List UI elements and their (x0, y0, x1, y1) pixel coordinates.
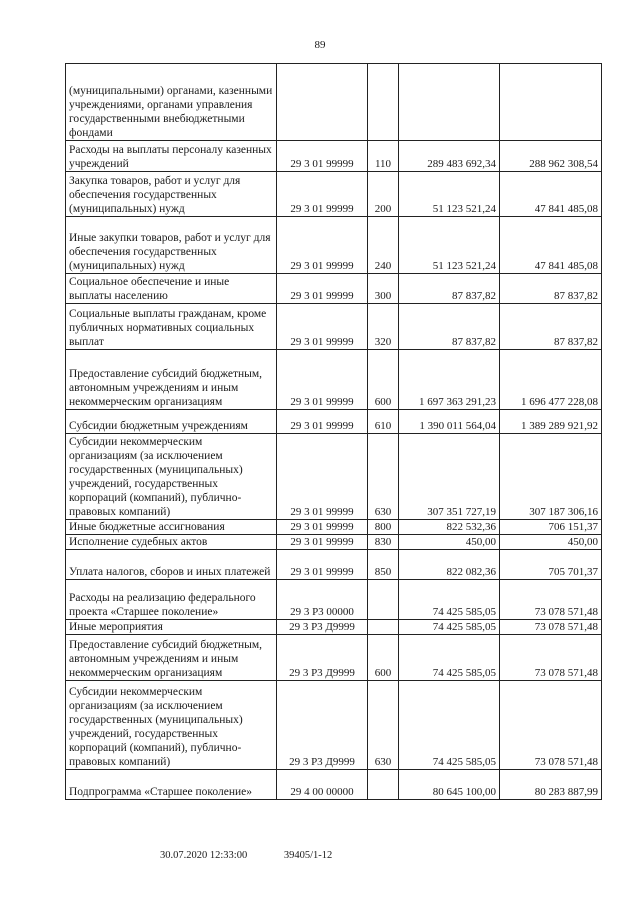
row-code: 29 4 00 00000 (277, 770, 368, 800)
row-value-2: 1 389 289 921,92 (500, 410, 602, 434)
row-value-2: 1 696 477 228,08 (500, 350, 602, 410)
row-type (368, 64, 399, 141)
table-row (66, 635, 602, 681)
table-row (66, 141, 602, 172)
table-row (66, 172, 602, 217)
table-row (66, 620, 602, 635)
row-name: Иные бюджетные ассигнования (66, 520, 277, 535)
footer-doc-id: 39405/1-12 (283, 850, 333, 861)
row-name: (муниципальными) органами, казенными учреждениями, органами управления государственными внебюджетными фондами (66, 64, 277, 141)
row-name: Иные закупки товаров, работ и услуг для обеспечения государственных (муниципальных) нужд (66, 217, 277, 274)
row-value-2: 307 187 306,16 (500, 434, 602, 520)
row-name: Субсидии бюджетным учреждениям (66, 410, 277, 434)
row-code: 29 3 01 99999 (277, 217, 368, 274)
row-type (368, 770, 399, 800)
row-value-2: 73 078 571,48 (500, 635, 602, 681)
row-value-1: 87 837,82 (399, 304, 500, 350)
table-row (66, 350, 602, 410)
row-name: Субсидии некоммерческим организациям (за исключением государственных (муниципальных) учреждений, государственных корпораций (компаний), публично-правовых компаний) (66, 434, 277, 520)
table-row (66, 64, 602, 141)
row-type: 200 (368, 172, 399, 217)
row-code: 29 3 01 99999 (277, 550, 368, 580)
row-code: 29 3 01 99999 (277, 304, 368, 350)
row-type: 850 (368, 550, 399, 580)
row-name: Субсидии некоммерческим организациям (за исключением государственных (муниципальных) учреждений, государственных корпораций (компаний), публично-правовых компаний) (66, 681, 277, 770)
page-number: 89 (314, 39, 326, 51)
row-code: 29 3 01 99999 (277, 434, 368, 520)
row-value-2: 47 841 485,08 (500, 217, 602, 274)
row-type: 110 (368, 141, 399, 172)
footer (160, 850, 366, 861)
row-code: 29 3 01 99999 (277, 410, 368, 434)
row-value-2: 87 837,82 (500, 304, 602, 350)
table-row (66, 535, 602, 550)
row-value-2: 47 841 485,08 (500, 172, 602, 217)
row-value-1: 307 351 727,19 (399, 434, 500, 520)
row-value-1: 51 123 521,24 (399, 172, 500, 217)
row-value-2: 87 837,82 (500, 274, 602, 304)
row-value-1 (399, 64, 500, 141)
row-value-1: 1 390 011 564,04 (399, 410, 500, 434)
row-value-2: 706 151,37 (500, 520, 602, 535)
row-type: 630 (368, 681, 399, 770)
row-value-2: 288 962 308,54 (500, 141, 602, 172)
row-name: Социальное обеспечение и иные выплаты населению (66, 274, 277, 304)
row-type: 600 (368, 635, 399, 681)
row-type (368, 580, 399, 620)
row-code: 29 3 P3 Д9999 (277, 681, 368, 770)
row-name: Предоставление субсидий бюджетным, автономным учреждениям и иным некоммерческим организациям (66, 635, 277, 681)
row-value-2 (500, 64, 602, 141)
row-code: 29 3 01 99999 (277, 520, 368, 535)
row-name: Социальные выплаты гражданам, кроме публичных нормативных социальных выплат (66, 304, 277, 350)
table-row (66, 681, 602, 770)
table-row (66, 274, 602, 304)
row-value-2: 705 701,37 (500, 550, 602, 580)
row-code: 29 3 P3 00000 (277, 580, 368, 620)
row-code: 29 3 01 99999 (277, 274, 368, 304)
table-row (66, 770, 602, 800)
table-row (66, 434, 602, 520)
row-type: 610 (368, 410, 399, 434)
footer-timestamp: 30.07.2020 12:33:00 (160, 850, 248, 861)
row-name: Предоставление субсидий бюджетным, автономным учреждениям и иным некоммерческим организациям (66, 350, 277, 410)
row-code (277, 64, 368, 141)
row-type: 830 (368, 535, 399, 550)
budget-table (65, 63, 602, 800)
row-code: 29 3 P3 Д9999 (277, 635, 368, 681)
row-value-1: 51 123 521,24 (399, 217, 500, 274)
row-value-1: 87 837,82 (399, 274, 500, 304)
row-code: 29 3 P3 Д9999 (277, 620, 368, 635)
row-value-1: 450,00 (399, 535, 500, 550)
row-value-1: 74 425 585,05 (399, 620, 500, 635)
row-name: Подпрограмма «Старшее поколение» (66, 770, 277, 800)
row-code: 29 3 01 99999 (277, 350, 368, 410)
row-name: Уплата налогов, сборов и иных платежей (66, 550, 277, 580)
row-value-2: 73 078 571,48 (500, 681, 602, 770)
row-name: Иные мероприятия (66, 620, 277, 635)
row-name: Расходы на реализацию федерального проекта «Старшее поколение» (66, 580, 277, 620)
row-value-2: 80 283 887,99 (500, 770, 602, 800)
table-row (66, 550, 602, 580)
row-type: 630 (368, 434, 399, 520)
row-value-1: 822 532,36 (399, 520, 500, 535)
table-row (66, 304, 602, 350)
table-row (66, 217, 602, 274)
row-type: 600 (368, 350, 399, 410)
row-type (368, 620, 399, 635)
row-code: 29 3 01 99999 (277, 535, 368, 550)
row-value-1: 80 645 100,00 (399, 770, 500, 800)
row-value-2: 450,00 (500, 535, 602, 550)
row-value-1: 74 425 585,05 (399, 681, 500, 770)
row-value-1: 1 697 363 291,23 (399, 350, 500, 410)
table-row (66, 520, 602, 535)
row-type: 800 (368, 520, 399, 535)
row-value-1: 74 425 585,05 (399, 580, 500, 620)
row-type: 240 (368, 217, 399, 274)
row-code: 29 3 01 99999 (277, 141, 368, 172)
table-row (66, 580, 602, 620)
row-value-2: 73 078 571,48 (500, 580, 602, 620)
row-type: 320 (368, 304, 399, 350)
row-name: Закупка товаров, работ и услуг для обеспечения государственных (муниципальных) нужд (66, 172, 277, 217)
row-value-1: 74 425 585,05 (399, 635, 500, 681)
row-value-1: 289 483 692,34 (399, 141, 500, 172)
row-value-2: 73 078 571,48 (500, 620, 602, 635)
row-name: Расходы на выплаты персоналу казенных учреждений (66, 141, 277, 172)
row-code: 29 3 01 99999 (277, 172, 368, 217)
row-type: 300 (368, 274, 399, 304)
row-value-1: 822 082,36 (399, 550, 500, 580)
table-row (66, 410, 602, 434)
row-name: Исполнение судебных актов (66, 535, 277, 550)
